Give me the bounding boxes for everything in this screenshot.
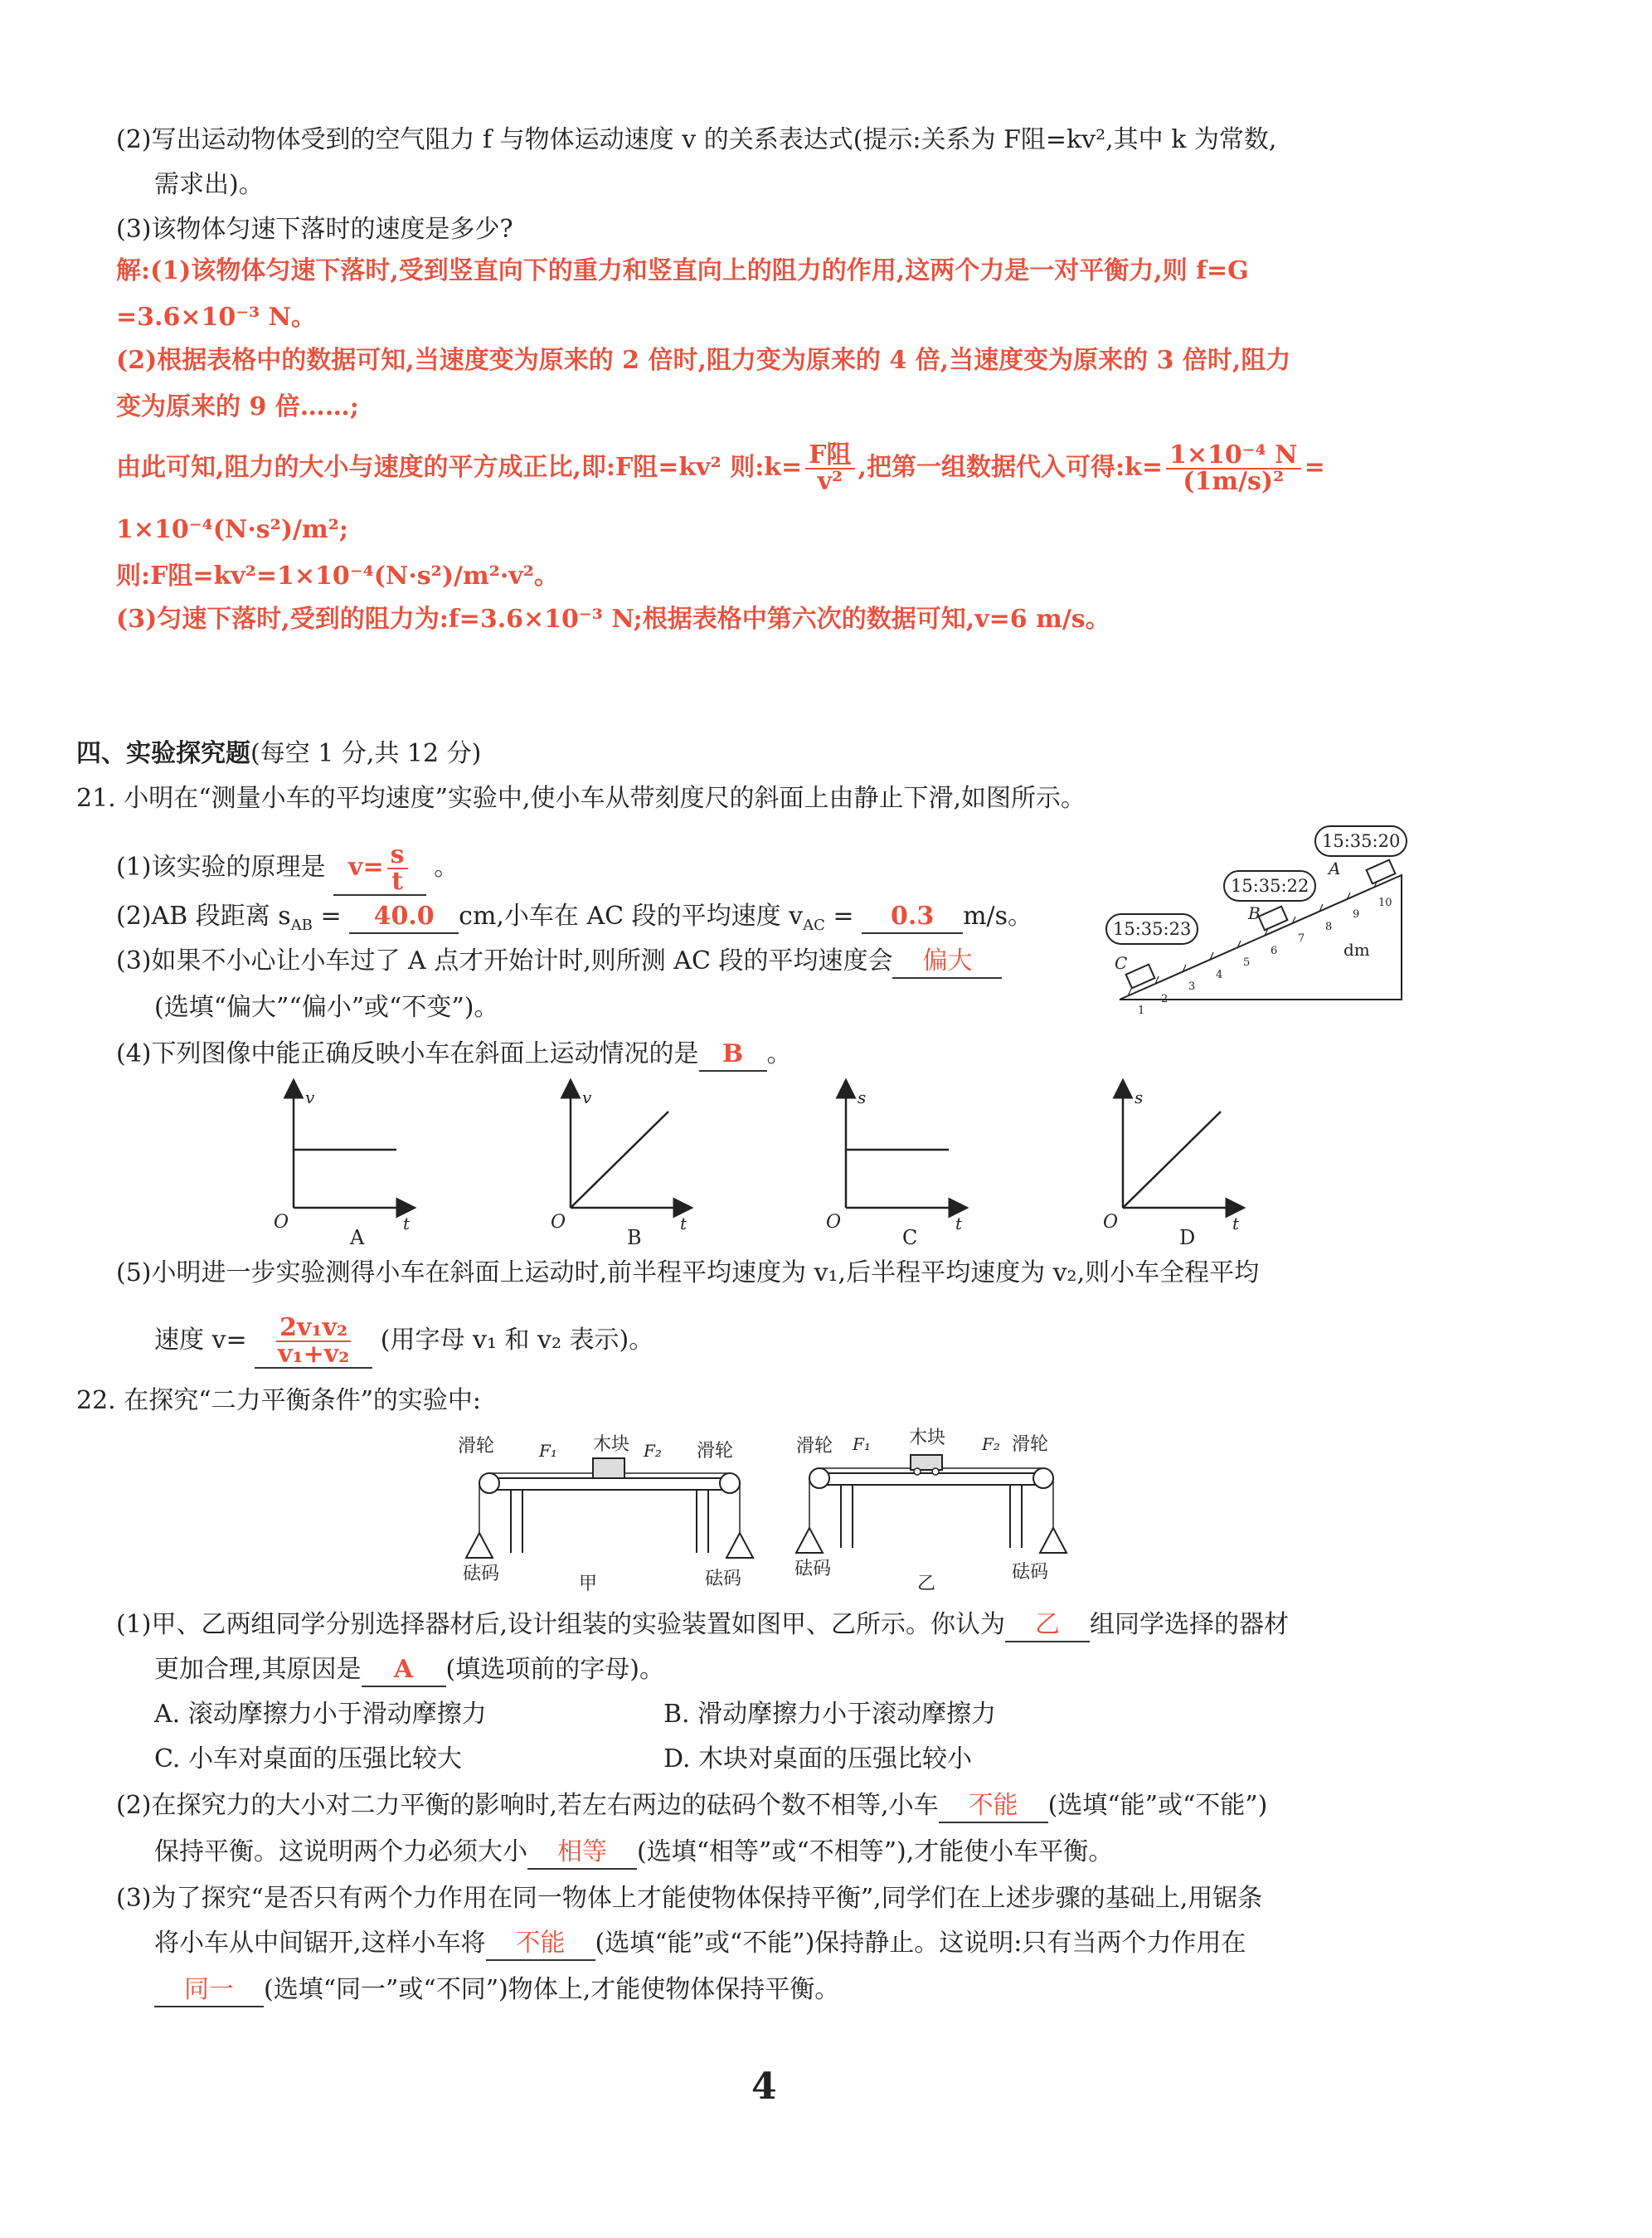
q21-answer-graph: B xyxy=(699,1039,767,1072)
section-note: (每空 1 分,共 12 分) xyxy=(250,739,482,768)
q22-part2a xyxy=(116,1790,1267,1823)
label-pulley-left: 滑轮 xyxy=(796,1436,833,1457)
page-number: 4 xyxy=(751,2065,777,2108)
option-d: D. 木块对桌面的压强比较小 xyxy=(663,1744,973,1773)
q22-part3c xyxy=(154,1974,839,2007)
pulley-left xyxy=(479,1473,499,1493)
q22-answer-reason: A xyxy=(362,1654,446,1687)
q22-part2b-end: (选填“相等”或“不相等”),才能使小车平衡。 xyxy=(637,1837,1114,1866)
label-pulley-left: 滑轮 xyxy=(458,1436,495,1457)
q20-solution-5: 则:F阻=kv²=1×10⁻⁴(N·s²)/m²·v²。 xyxy=(116,562,559,591)
graph-d-origin: O xyxy=(1103,1212,1119,1233)
fraction-numerator: 2v₁v₂ xyxy=(276,1316,351,1342)
q21-part2-end: m/s。 xyxy=(963,902,1033,931)
tick-label-8: 8 xyxy=(1325,921,1333,933)
fraction-numerator: 1×10⁻⁴ N xyxy=(1166,443,1301,469)
tick-label-7: 7 xyxy=(1298,932,1305,945)
tick-label-2: 2 xyxy=(1161,993,1169,1005)
q21-part1 xyxy=(116,840,459,896)
tick-label-10: 10 xyxy=(1378,897,1392,909)
q21-part5b xyxy=(154,1313,654,1369)
label-f1: F₁ xyxy=(539,1441,557,1461)
q20-solution-4: 1×10⁻⁴(N·s²)/m²; xyxy=(116,515,348,544)
q22-part3b xyxy=(154,1928,1246,1961)
label-pulley-right: 滑轮 xyxy=(1012,1434,1049,1455)
graph-d-ylabel: s xyxy=(1135,1087,1144,1107)
fraction-k-value xyxy=(1166,440,1301,496)
section-title-text: 四、实验探究题 xyxy=(76,739,250,768)
option-b: B. 滑动摩擦力小于滚动摩擦力 xyxy=(663,1700,997,1729)
fraction-denominator: v₁+v₂ xyxy=(278,1340,350,1369)
cart xyxy=(911,1455,942,1470)
q21-part2-mid: cm,小车在 AC 段的平均速度 v xyxy=(459,902,804,931)
q22-part3b-text: 将小车从中间锯开,这样小车将 xyxy=(154,1929,486,1958)
q20-solution-3 xyxy=(116,440,1325,496)
label-weight-left: 砝码 xyxy=(463,1564,500,1584)
label-f2: F₂ xyxy=(644,1441,662,1461)
q21-part5a: (5)小明进一步实验测得小车在斜面上运动时,前半程平均速度为 v₁,后半程平均速度为 v₂,则小车全程平均 xyxy=(116,1258,1260,1287)
q22-part3c-end: (选填“同一”或“不同”)物体上,才能使物体保持平衡。 xyxy=(264,1975,840,2004)
q22-part1a-end: 组同学选择的器材 xyxy=(1090,1610,1290,1639)
graph-d-label: D xyxy=(1179,1226,1196,1249)
graph-b[interactable] xyxy=(551,1087,688,1249)
fraction-numerator: s xyxy=(387,843,408,869)
point-b: B xyxy=(1248,903,1261,923)
answer-fraction xyxy=(276,1313,351,1369)
graph-c-origin: O xyxy=(826,1212,842,1233)
q21-part1-end: 。 xyxy=(434,853,459,882)
q20-solution-3-text: 由此可知,阻力的大小与速度的平方成正比,即:F阻=kv² 则:k= xyxy=(116,453,803,482)
caption-yi: 乙 xyxy=(917,1574,936,1593)
weight-left xyxy=(466,1533,493,1558)
q21-part2 xyxy=(116,901,1032,941)
graph-b-line xyxy=(571,1112,668,1208)
q22-answer-static: 不能 xyxy=(486,1928,595,1961)
clock-a-time: 15:35:20 xyxy=(1322,831,1401,851)
q21-part4-end: 。 xyxy=(766,1039,792,1068)
q20-solution-3-text-b: ,把第一组数据代入可得:k= xyxy=(858,453,1163,482)
tick-label-1: 1 xyxy=(1138,1005,1145,1017)
subscript-ab: AB xyxy=(290,917,313,934)
fraction-k-formula xyxy=(805,440,854,496)
incline-figure xyxy=(1095,821,1443,1020)
tick-label-3: 3 xyxy=(1188,980,1196,993)
q21-part5b-text: 速度 v= xyxy=(154,1326,247,1355)
weight-right xyxy=(1040,1528,1067,1553)
q22-part1b-end: (填选项前的字母)。 xyxy=(445,1655,664,1684)
motion-graphs xyxy=(265,1078,1261,1253)
label-block: 木块 xyxy=(909,1428,946,1448)
graph-a-label: A xyxy=(350,1226,365,1249)
q22-stem: 22. 在探究“二力平衡条件”的实验中: xyxy=(76,1386,482,1415)
weight-left xyxy=(796,1528,823,1553)
unit-label: dm xyxy=(1343,940,1370,960)
q21-part3 xyxy=(116,946,1002,979)
q22-answer-balance: 不能 xyxy=(939,1790,1048,1823)
q22-answer-equal: 相等 xyxy=(527,1837,637,1870)
q20-solution-2a: (2)根据表格中的数据可知,当速度变为原来的 2 倍时,阻力变为原来的 4 倍,当速度变为原来的 3 倍时,阻力 xyxy=(116,346,1291,375)
q22-part1a xyxy=(116,1609,1289,1642)
q22-part2a-text: (2)在探究力的大小对二力平衡的影响时,若左右两边的砝码个数不相等,小车 xyxy=(116,1791,939,1820)
q20-solution-2b: 变为原来的 9 倍……; xyxy=(116,392,359,421)
q20-solution-1a: 解:(1)该物体匀速下落时,受到竖直向下的重力和竖直向上的阻力的作用,这两个力是一对平衡力,则 f=G xyxy=(116,256,1249,285)
equals-2: = xyxy=(824,902,862,931)
q20-part3: (3)该物体匀速下落时的速度是多少? xyxy=(116,215,513,244)
q20-solution-3-eq: = xyxy=(1304,453,1325,482)
q22-part2a-end: (选填“能”或“不能”) xyxy=(1047,1791,1268,1820)
q22-part1b-text: 更加合理,其原因是 xyxy=(154,1655,362,1684)
graph-c-xlabel: t xyxy=(955,1214,963,1233)
graph-c-label: C xyxy=(902,1226,918,1249)
clock-c-time: 15:35:23 xyxy=(1113,919,1192,939)
q21-part4-text: (4)下列图像中能正确反映小车在斜面上运动情况的是 xyxy=(116,1039,699,1068)
graph-a-ylabel: v xyxy=(305,1087,315,1107)
caption-jia: 甲 xyxy=(579,1574,598,1593)
label-weight-right: 砝码 xyxy=(1012,1562,1049,1583)
q22-answer-same: 同一 xyxy=(154,1974,264,2007)
equals: = xyxy=(312,902,350,931)
q21-answer-sab: 40.0 xyxy=(349,901,459,934)
graph-d-xlabel: t xyxy=(1232,1214,1240,1233)
fraction-denominator: t xyxy=(391,867,403,896)
pulley-right xyxy=(720,1473,740,1493)
q20-part2-line1: (2)写出运动物体受到的空气阻力 f 与物体运动速度 v 的关系表达式(提示:关系为 F阻=kv²,其中 k 为常数, xyxy=(116,125,1277,154)
q21-part5-answer xyxy=(255,1313,372,1369)
graph-a-xlabel: t xyxy=(403,1214,411,1233)
q21-part1-text: (1)该实验的原理是 xyxy=(116,853,326,882)
label-f1: F₁ xyxy=(853,1434,871,1454)
table-top xyxy=(498,1478,722,1490)
fraction-denominator: (1m/s)² xyxy=(1183,467,1285,496)
point-c: C xyxy=(1115,953,1128,973)
figure-jia xyxy=(456,1427,763,1593)
graph-a-origin: O xyxy=(274,1212,289,1233)
q22-part2b-text: 保持平衡。这说明两个力必须大小 xyxy=(154,1837,527,1866)
q20-part2-line2: 需求出)。 xyxy=(154,170,264,199)
graph-a[interactable] xyxy=(274,1087,411,1249)
point-a: A xyxy=(1329,859,1341,878)
q21-part1-answer xyxy=(333,840,425,896)
weight-right xyxy=(726,1533,753,1558)
label-block: 木块 xyxy=(593,1434,630,1455)
graph-b-label: B xyxy=(627,1226,642,1249)
q21-part2-text: (2)AB 段距离 s xyxy=(116,902,291,931)
wood-block xyxy=(593,1458,624,1478)
q20-solution-6: (3)匀速下落时,受到的阻力为:f=3.6×10⁻³ N;根据表格中第六次的数据可知,v=6 m/s。 xyxy=(116,605,1110,634)
answer-fraction xyxy=(387,840,408,896)
q21-part4 xyxy=(116,1039,792,1072)
q20-solution-1b: =3.6×10⁻³ N。 xyxy=(116,303,317,332)
q22-part3a: (3)为了探究“是否只有两个力作用在同一物体上才能使物体保持平衡”,同学们在上述步骤的基础上,用锯条 xyxy=(116,1884,1263,1913)
q21-part3-text: (3)如果不小心让小车过了 A 点才开始计时,则所测 AC 段的平均速度会 xyxy=(116,946,893,975)
q21-stem: 21. 小明在“测量小车的平均速度”实验中,使小车从带刻度尺的斜面上由静止下滑,如图所示。 xyxy=(76,784,1086,813)
option-a: A. 滚动摩擦力小于滑动摩擦力 xyxy=(154,1700,487,1729)
tick-label-5: 5 xyxy=(1243,956,1251,969)
label-pulley-right: 滑轮 xyxy=(697,1441,734,1462)
section-title xyxy=(76,738,481,770)
q22-part3b-end: (选填“能”或“不能”)保持静止。这说明:只有当两个力作用在 xyxy=(595,1929,1246,1958)
pulley-right xyxy=(1033,1468,1053,1488)
option-c: C. 小车对桌面的压强比较大 xyxy=(154,1744,462,1773)
graph-b-ylabel: v xyxy=(582,1087,592,1107)
figure-yi xyxy=(794,1423,1076,1593)
fraction-numerator: F阻 xyxy=(805,443,854,469)
tick-label-4: 4 xyxy=(1216,969,1223,981)
graph-d[interactable] xyxy=(1103,1087,1240,1249)
graph-d-line xyxy=(1123,1112,1221,1208)
label-f2: F₂ xyxy=(982,1434,1000,1454)
graph-c[interactable] xyxy=(826,1087,963,1249)
q21-part5b-end: (用字母 v₁ 和 v₂ 表示)。 xyxy=(380,1326,654,1355)
q21-answer-vac: 0.3 xyxy=(862,901,963,934)
q22-part1b xyxy=(154,1654,664,1687)
pulley-left xyxy=(809,1468,829,1488)
graph-c-ylabel: s xyxy=(858,1087,867,1107)
table-top xyxy=(828,1473,1035,1485)
q22-part1a-text: (1)甲、乙两组同学分别选择器材后,设计组装的实验装置如图甲、乙所示。你认为 xyxy=(116,1610,1006,1639)
tick-label-9: 9 xyxy=(1353,908,1360,921)
tick-label-6: 6 xyxy=(1271,945,1278,957)
q22-answer-group: 乙 xyxy=(1005,1609,1090,1642)
clock-b-time: 15:35:22 xyxy=(1231,876,1309,896)
subscript-ac: AC xyxy=(803,917,825,934)
q22-part2b xyxy=(154,1837,1113,1870)
label-weight-right: 砝码 xyxy=(705,1569,742,1589)
graph-b-xlabel: t xyxy=(680,1214,688,1233)
q21-answer-bias: 偏大 xyxy=(892,946,1002,979)
fraction-denominator: v² xyxy=(817,467,843,496)
cart-c xyxy=(1126,965,1155,989)
label-weight-left: 砝码 xyxy=(794,1559,832,1579)
q21-part3b: (选填“偏大”“偏小”或“不变”)。 xyxy=(154,993,499,1022)
graph-b-origin: O xyxy=(551,1212,566,1233)
answer-lhs: v= xyxy=(348,853,384,882)
